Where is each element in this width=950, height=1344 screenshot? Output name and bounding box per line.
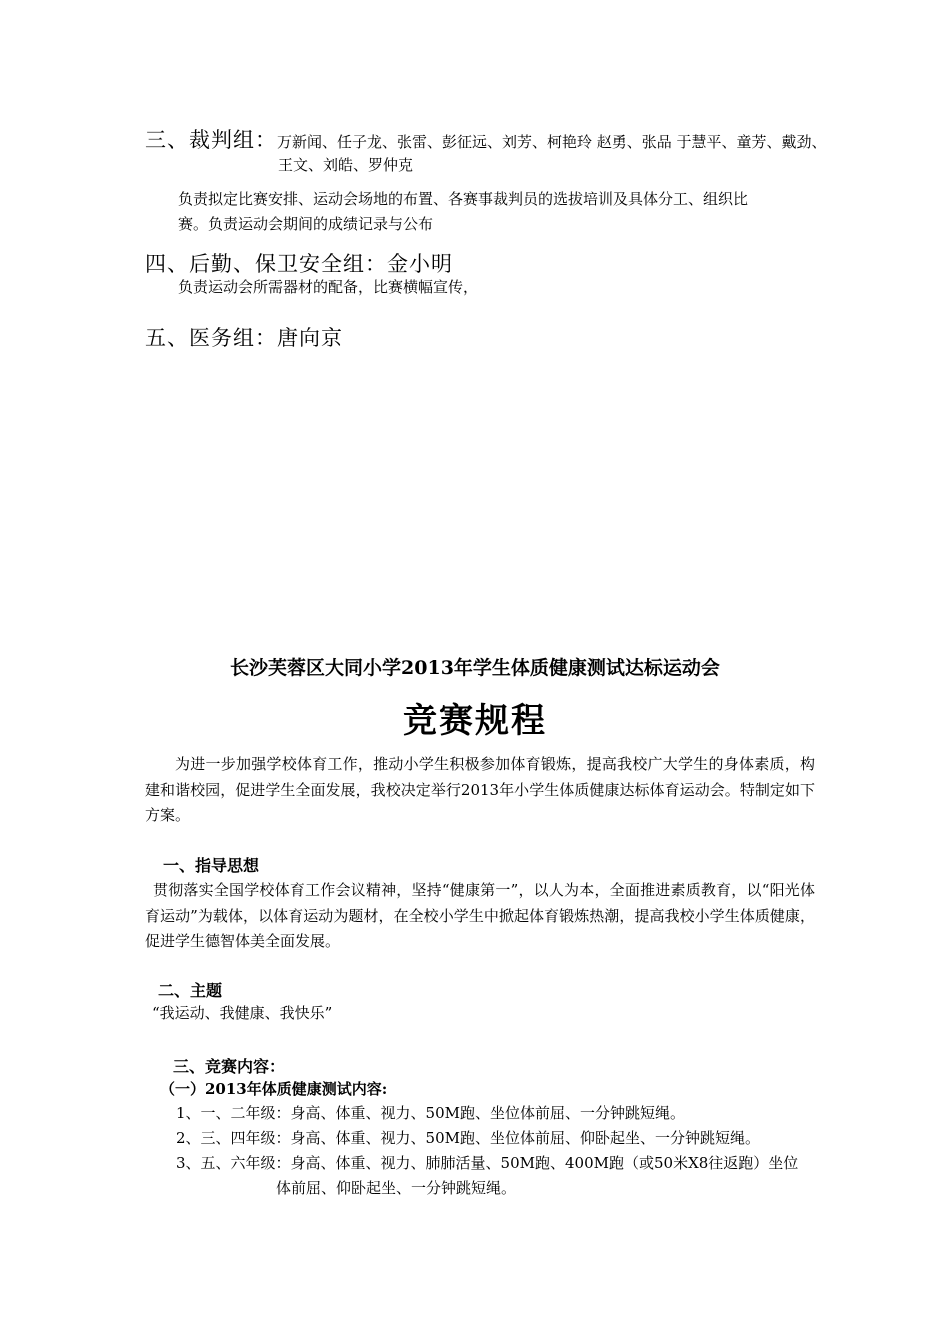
section2-body: “我运动、我健康、我快乐” — [152, 1004, 333, 1022]
logistics-heading: 四、后勤、保卫安全组：金小明 — [145, 252, 453, 276]
section3-heading: 三、竞赛内容： — [173, 1057, 286, 1076]
content-item-3-line1: 3、五、六年级：身高、体重、视力、肺肺活量、50M跑、400M跑（或50米X8往返跑）坐位 — [176, 1154, 799, 1172]
referee-members-line1: 万新闻、任子龙、张雷、彭征远、刘芳、柯艳玲 赵勇、张品 于慧平、童芳、戴劲、 — [277, 133, 827, 151]
medical-heading: 五、医务组：唐向京 — [145, 326, 343, 350]
rules-title: 竞赛规程 — [403, 701, 547, 741]
referee-duty-line2: 赛。负责运动会期间的成绩记录与公布 — [178, 215, 434, 233]
section1-body: 贯彻落实全国学校体育工作会议精神，坚持“健康第一”，以人为本，全面推进素质教育，以“阳光体育运动”为载体，以体育运动为题材，在全校小学生中掀起体育锻炼热潮，提高我校小学生体质健康，促进学生德智体美全面发展。 — [145, 881, 815, 950]
logistics-duty: 负责运动会所需器材的配备，比赛横幅宣传， — [178, 278, 479, 296]
section2-heading: 二、主题 — [158, 981, 223, 1000]
section3-subheading: （一）2013年体质健康测试内容: — [160, 1080, 388, 1098]
referee-section — [145, 124, 827, 154]
referee-members-line2: 王文、刘皓、罗仲克 — [278, 156, 414, 174]
referee-duty-line1: 负责拟定比赛安排、运动会场地的布置、各赛事裁判员的选拔培训及具体分工、组织比 — [178, 190, 749, 208]
rules-subtitle: 长沙芙蓉区大同小学2013年学生体质健康测试达标运动会 — [230, 657, 720, 679]
section1-heading: 一、指导思想 — [163, 856, 260, 875]
rules-intro: 为进一步加强学校体育工作，推动小学生积极参加体育锻炼，提高我校广大学生的身体素质，构建和谐校园，促进学生全面发展，我校决定举行2013年小学生体质健康达标体育运动会。特制定如下方案。 — [145, 755, 815, 824]
content-item-1: 1、一、二年级：身高、体重、视力、50M跑、坐位体前屈、一分钟跳短绳。 — [176, 1104, 685, 1122]
content-item-3-line2: 体前屈、仰卧起坐、一分钟跳短绳。 — [276, 1179, 517, 1197]
content-item-2: 2、三、四年级：身高、体重、视力、50M跑、坐位体前屈、仰卧起坐、一分钟跳短绳。 — [176, 1129, 760, 1147]
referee-heading: 三、裁判组： — [145, 128, 277, 152]
